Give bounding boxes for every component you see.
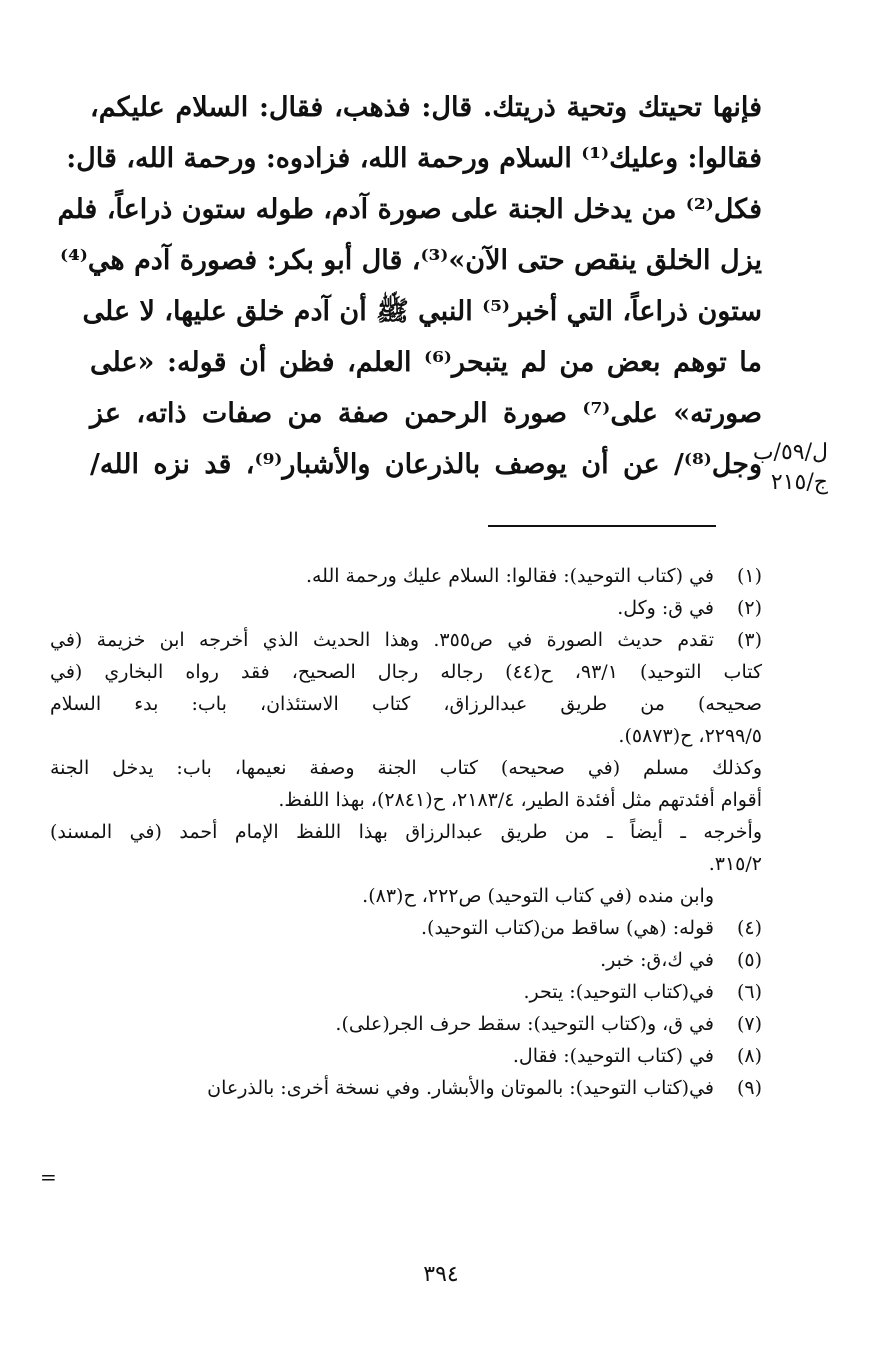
- footnote-text: في (كتاب التوحيد): فقال.: [512, 1045, 714, 1067]
- footnote-text: صحيحه) من طريق عبدالرزاق، كتاب الاستئذان، باب: بدء السلام: [50, 693, 762, 715]
- footnote-text: في (كتاب التوحيد): فقالوا: السلام عليك ورحمة الله.: [305, 565, 714, 587]
- footnote-text: في ك،ق: خبر.: [600, 949, 714, 971]
- footnote: [50, 1008, 762, 1040]
- footnote-text: وأخرجه ـ أيضاً ـ من طريق عبدالرزاق بهذا اللفظ الإمام أحمد (في المسند): [50, 821, 762, 843]
- main-text-line: فقالوا: وعليك⁽¹⁾ السلام ورحمة الله، فزادوه: ورحمة الله، قال:: [66, 143, 762, 174]
- margin-note-line: ل/٥٩/ب: [752, 440, 828, 465]
- main-text-block: [57, 82, 763, 490]
- footnote-number: (٧): [736, 1013, 762, 1035]
- footnote-number: (٢): [736, 597, 762, 619]
- footnote-text: كتاب التوحيد) ٩٣/١، ح(٤٤) رجاله رجال الصحيح، فقد رواه البخاري (في: [50, 661, 763, 683]
- main-text-line: يزل الخلق ينقص حتى الآن»⁽³⁾، قال أبو بكر: فصورة آدم هي⁽⁴⁾: [60, 245, 762, 276]
- footnote: [50, 1072, 762, 1104]
- footnote: [50, 912, 762, 944]
- footnote-text: في ق: وكل.: [617, 597, 714, 619]
- footnote-text: وابن منده (في كتاب التوحيد) ص٢٢٢، ح(٨٣).: [362, 885, 714, 907]
- footnote-text: أقوام أفئدتهم مثل أفئدة الطير، ٢١٨٣/٤، ح(٢٨٤١)، بهذا اللفظ.: [278, 789, 762, 811]
- footnote-text: ٢٢٩٩/٥، ح(٥٨٧٣).: [618, 725, 762, 747]
- footnotes-section: [50, 560, 762, 1104]
- page-number: ٣٩٤: [423, 1262, 459, 1287]
- main-text-line: فكل⁽²⁾ من يدخل الجنة على صورة آدم، طوله ستون ذراعاً، فلم: [57, 194, 762, 225]
- footnote-text: في(كتاب التوحيد): بالموتان والأبشار. وفي نسخة أخرى: بالذرعان: [207, 1077, 714, 1099]
- footnote-number: (٨): [736, 1045, 762, 1067]
- footnote-text: في(كتاب التوحيد): يتحر.: [523, 981, 714, 1003]
- footnote-text: قوله: (هي) ساقط من(كتاب التوحيد).: [421, 917, 714, 939]
- footnote-number: (١): [736, 565, 762, 587]
- footnote-number: (٩): [736, 1077, 762, 1099]
- footnote-number: (٣): [736, 629, 762, 651]
- footnote: [50, 976, 762, 1008]
- footnote-divider: [488, 525, 716, 527]
- footnote: [50, 624, 762, 656]
- main-text-line: ستون ذراعاً، التي أخبر⁽⁵⁾ النبي ﷺ أن آدم خلق عليها، لا على: [82, 296, 762, 327]
- footnote-text: ٣١٥/٢.: [708, 853, 762, 875]
- main-text-line: فإنها تحيتك وتحية ذريتك. قال: فذهب، فقال: السلام عليكم،: [90, 92, 762, 123]
- footnote: [50, 944, 762, 976]
- main-text-line: ما توهم بعض من لم يتبحر⁽⁶⁾ العلم، فظن أن قوله: «على: [90, 347, 762, 378]
- manuscript-margin-note: [752, 438, 828, 498]
- footnote-text: في ق، و(كتاب التوحيد): سقط حرف الجر(على).: [335, 1013, 714, 1035]
- continuation-mark: =: [40, 1165, 57, 1189]
- footnote: [50, 592, 762, 624]
- footnote-number: (٥): [736, 949, 762, 971]
- footnote-text: وكذلك مسلم (في صحيحه) كتاب الجنة وصفة نعيمها، باب: يدخل الجنة: [50, 757, 762, 779]
- footnote-text: تقدم حديث الصورة في ص٣٥٥. وهذا الحديث الذي أخرجه ابن خزيمة (في: [50, 629, 714, 651]
- main-text-line: صورته» على⁽⁷⁾ صورة الرحمن صفة من صفات ذاته، عز: [90, 398, 763, 429]
- footnote-number: (٤): [736, 917, 762, 939]
- margin-note-line: ج/٢١٥: [770, 470, 828, 495]
- footnote: [50, 560, 762, 592]
- footnote-number: (٦): [736, 981, 762, 1003]
- main-text-line: وجل⁽⁸⁾/ عن أن يوصف بالذرعان والأشبار⁽⁹⁾، قد نزه الله/: [90, 449, 762, 480]
- footnote: [50, 1040, 762, 1072]
